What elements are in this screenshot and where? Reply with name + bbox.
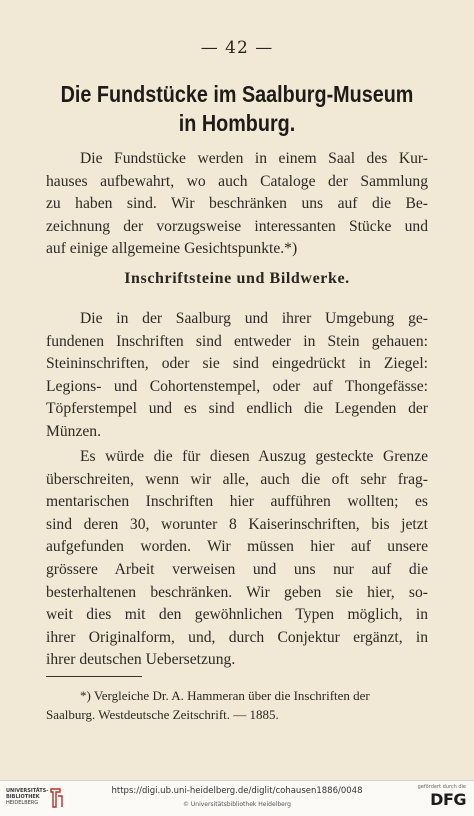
text-line: fundenen Inschriften sind entweder in Stein gehauen: xyxy=(46,332,428,350)
text-line: hauses aufbewahrt, wo auch Cataloge der Sammlung xyxy=(46,172,428,190)
chapter-heading-line-1: Die Fundstücke im Saalburg-Museum xyxy=(60,81,414,107)
text-line: sind deren 30, worunter 8 Kaiserinschriften, bis jetzt xyxy=(46,515,428,533)
paragraph-inscriptions xyxy=(46,308,428,444)
permalink-url[interactable]: https://digi.ub.uni-heidelberg.de/diglit/cohausen1886/0048 xyxy=(111,786,363,796)
text-line: Die Fundstücke werden in einem Saal des Kur- xyxy=(80,150,428,167)
text-line: grössere Arbeit verweisen und uns nur auf die xyxy=(46,560,428,578)
library-name-line: HEIDELBERG xyxy=(6,800,39,806)
chapter-heading-line-2: in Homburg. xyxy=(178,110,296,136)
dfg-caption: gefördert durch die xyxy=(417,784,466,790)
section-heading: Inschriftsteine und Bildwerke. xyxy=(124,270,350,287)
footnote-divider xyxy=(46,676,142,677)
library-name-line: UNIVERSITÄTS- xyxy=(6,788,49,794)
library-name-line: BIBLIOTHEK xyxy=(6,794,40,800)
text-line: Legions- und Cohortenstempel, oder auf Thongefässe: xyxy=(46,377,428,395)
text-line: zu haben sind. Wir beschränken uns auf die Be- xyxy=(46,195,428,213)
text-line: weit dies mit den gewöhnlichen Typen möglich, in xyxy=(46,606,428,624)
page-number: — 42 — xyxy=(200,38,274,58)
intro-paragraph xyxy=(46,148,428,261)
text-line: mentarischen Inschriften hier aufführen wollten; es xyxy=(46,493,428,511)
dfg-wordmark: DFG xyxy=(430,790,466,809)
footnote xyxy=(46,686,428,724)
text-line: ihrer Originalform, und, durch Conjektur ergänzt, in xyxy=(46,628,428,646)
text-line: ihrer deutschen Uebersetzung. xyxy=(46,651,236,669)
chapter-heading xyxy=(59,80,415,138)
text-line: zeichnung der vorzugsweise interessanten Stücke und xyxy=(46,217,428,235)
viewer-footer xyxy=(0,780,474,816)
text-line: auf einige allgemeine Gesichtspunkte.*) xyxy=(46,240,298,258)
footnote-line: *) Vergleiche Dr. A. Hammeran über die Inschriften der xyxy=(80,688,370,703)
paragraph-extract xyxy=(46,446,428,672)
text-line: Münzen. xyxy=(46,422,101,440)
footnote-line: Saalburg. Westdeutsche Zeitschrift. — 1885. xyxy=(46,707,279,722)
text-line: überschreiten, wenn wir alle, auch die oft sehr frag- xyxy=(46,470,428,488)
copyright-notice: © Universitätsbibliothek Heidelberg xyxy=(182,801,291,808)
text-line: besterhaltenen beschränken. Wir geben sie hier, so- xyxy=(46,583,428,601)
text-line: Die in der Saalburg und ihrer Umgebung ge- xyxy=(80,310,428,327)
text-line: Töpferstempel und es sind endlich die Legenden der xyxy=(46,400,428,418)
text-line: aufgefunden worden. Wir müssen hier auf unsere xyxy=(46,538,428,556)
dfg-logo[interactable] xyxy=(410,784,466,809)
text-line: Es würde die für diesen Auszug gesteckte Grenze xyxy=(80,448,428,465)
text-line: Steininschriften, oder sie sind eingedrückt in Ziegel: xyxy=(46,355,428,373)
